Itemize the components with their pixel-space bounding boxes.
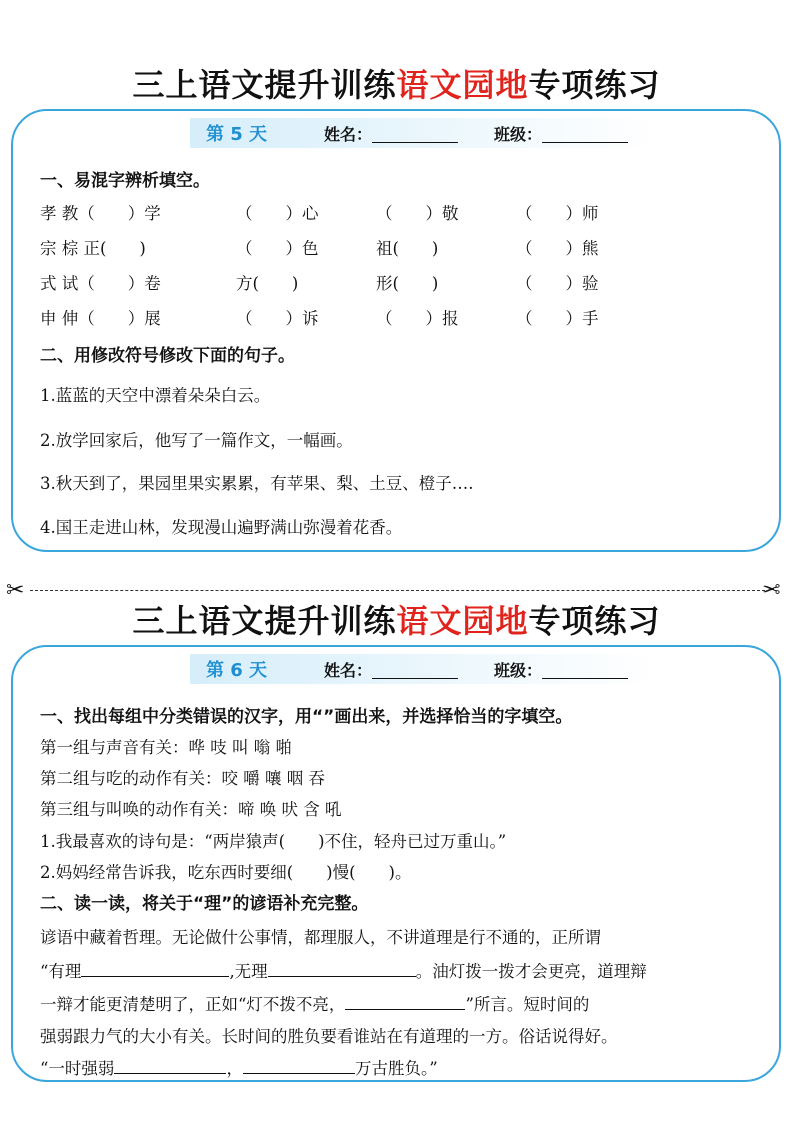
section-heading: 一、易混字辨析填空。: [40, 171, 210, 191]
scissors-icon: ✂: [6, 578, 25, 603]
sheet2-header-bar: [190, 654, 656, 684]
text: ,无理: [229, 962, 268, 981]
section-heading: 二、读一读，将关于“理”的谚语补充完整。: [40, 894, 369, 914]
blank[interactable]: [345, 993, 465, 1010]
name-field[interactable]: [372, 660, 458, 679]
class-field[interactable]: [542, 660, 628, 679]
name-label: 姓名：: [324, 660, 373, 680]
blank[interactable]: [114, 1057, 226, 1074]
grid-cell[interactable]: （ ）熊: [516, 239, 599, 258]
grid-cell[interactable]: 申 伸（ ）展: [40, 309, 161, 328]
grid-cell[interactable]: 式 试（ ）卷: [40, 274, 161, 293]
group-line: 第二组与吃的动作有关：咬 嚼 嚷 咽 吞: [40, 769, 325, 788]
grid-cell[interactable]: （ ）师: [516, 204, 599, 223]
grid-cell[interactable]: （ ）心: [236, 204, 319, 223]
grid-cell[interactable]: （ ）诉: [236, 309, 319, 328]
name-label: 姓名：: [324, 124, 373, 144]
grid-cell[interactable]: （ ）报: [376, 309, 459, 328]
blank[interactable]: [243, 1057, 355, 1074]
title-highlight: 语文园地: [396, 66, 529, 104]
text: 一辩才能更清楚明了，正如“灯不拨不亮，: [40, 995, 346, 1014]
group-line: 第一组与声音有关：哗 吱 叫 嗡 啪: [40, 738, 292, 757]
text: “有理: [40, 962, 82, 981]
paragraph-line: [40, 991, 589, 1015]
sentence: 1.蓝蓝的天空中漂着朵朵白云。: [40, 386, 271, 405]
text: ”所言。短时间的: [465, 995, 590, 1014]
blank[interactable]: [268, 960, 416, 977]
cut-line: [30, 590, 765, 591]
text: ，: [226, 1059, 243, 1078]
blank[interactable]: [81, 960, 229, 977]
paragraph-line: 强弱跟力气的大小有关。长时间的胜负要看谁站在有道理的一方。俗话说得好。: [40, 1027, 618, 1046]
scissors-icon: ✂: [762, 578, 781, 603]
section-heading: 一、找出每组中分类错误的汉字，用“”画出来，并选择恰当的字填空。: [40, 707, 573, 727]
title-part: 三上语文提升训练: [132, 602, 397, 640]
grid-cell[interactable]: （ ）敬: [376, 204, 459, 223]
paragraph-line: [40, 1055, 438, 1079]
sheet1-title: [0, 60, 793, 106]
sentence: 2.放学回家后，他写了一篇作文，一幅画。: [40, 431, 353, 450]
class-label: 班级：: [494, 660, 543, 680]
class-field[interactable]: [542, 124, 628, 143]
sheet1-header-bar: [190, 118, 656, 148]
grid-cell[interactable]: （ ）色: [236, 239, 319, 258]
paragraph-line: 谚语中藏着哲理。无论做什公事情，都理服人，不讲道理是行不通的，正所谓: [40, 928, 601, 947]
grid-cell[interactable]: 宗 棕 正( ): [40, 239, 146, 258]
day-label: 第 6 天: [206, 660, 268, 681]
title-part: 专项练习: [528, 602, 661, 640]
title-part: 专项练习: [528, 66, 661, 104]
sentence: 3.秋天到了，果园里果实累累，有苹果、梨、土豆、橙子….: [40, 474, 474, 493]
class-label: 班级：: [494, 124, 543, 144]
grid-cell[interactable]: （ ）手: [516, 309, 599, 328]
grid-cell[interactable]: 孝 教（ ）学: [40, 204, 161, 223]
grid-cell[interactable]: 祖( ): [376, 239, 439, 258]
fill-line[interactable]: 1.我最喜欢的诗句是：“两岸猿声( )不住，轻舟已过万重山。”: [40, 832, 507, 851]
name-field[interactable]: [372, 124, 458, 143]
fill-line[interactable]: 2.妈妈经常告诉我，吃东西时要细( )慢( )。: [40, 863, 412, 882]
sentence: 4.国王走进山林，发现漫山遍野满山弥漫着花香。: [40, 518, 403, 537]
text: “一时强弱: [40, 1059, 115, 1078]
paragraph-line: [40, 958, 647, 982]
sheet2-title: [0, 596, 793, 642]
title-highlight: 语文园地: [396, 602, 529, 640]
day-label: 第 5 天: [206, 124, 268, 145]
group-line: 第三组与叫唤的动作有关：啼 唤 吠 含 吼: [40, 800, 342, 819]
text: 万古胜负。”: [354, 1059, 438, 1078]
title-part: 三上语文提升训练: [132, 66, 397, 104]
grid-cell[interactable]: 形( ): [376, 274, 439, 293]
grid-cell[interactable]: （ ）验: [516, 274, 599, 293]
section-heading: 二、用修改符号修改下面的句子。: [40, 346, 295, 366]
text: 。油灯拨一拨才会更亮，道理辩: [415, 962, 647, 981]
grid-cell[interactable]: 方( ): [236, 274, 299, 293]
